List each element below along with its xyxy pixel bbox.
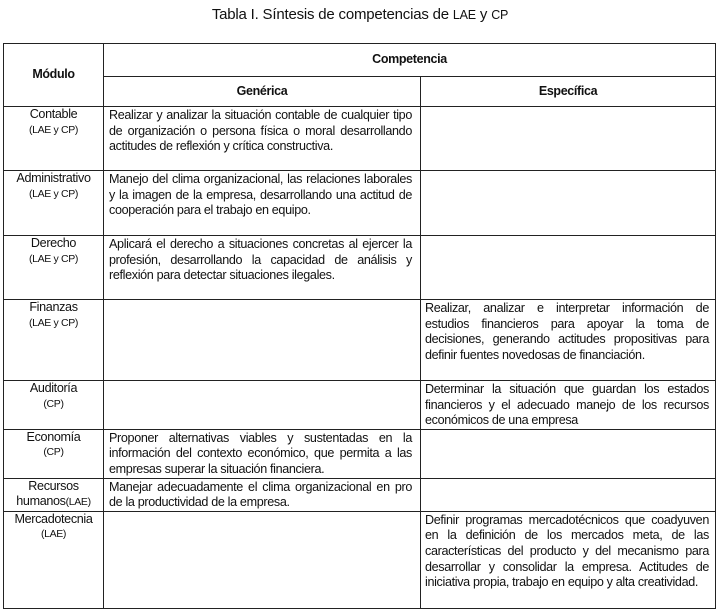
caption-abbr-lae: LAE: [452, 8, 476, 22]
module-tag: (LAE y CP): [28, 252, 78, 265]
specific-competency-cell: [421, 236, 716, 300]
generic-competency-cell: Proponer alternativas viables y sustentadas en la información del contexto económico, que permita a las empresas superar la situación financiera.: [104, 429, 421, 478]
module-cell: [4, 429, 104, 478]
module-name: Mercadotecnia: [14, 511, 93, 526]
module-name: Recursos humanos: [16, 478, 79, 509]
module-name: Derecho: [30, 236, 77, 250]
module-cell: [4, 478, 104, 511]
specific-competency-cell: [421, 171, 716, 236]
module-cell: [4, 107, 104, 171]
caption-text: Tabla I. Síntesis de competencias de: [211, 6, 449, 23]
table-caption: [0, 6, 720, 23]
header-especifica: Específica: [421, 77, 716, 107]
specific-competency-cell: Realizar, analizar e interpretar información de estudios financieros para apoyar la toma de decisiones, generando actitudes propositivas para definir fuentes novedosas de financiación.: [421, 300, 716, 381]
specific-competency-cell: Determinar la situación que guardan los estados financieros y el adecuado manejo de los recursos económicos de una empresa: [421, 381, 716, 430]
specific-competency-cell: [421, 478, 716, 511]
generic-competency-cell: Manejo del clima organizacional, las relaciones laborales y la imagen de la empresa, desarrollando una actitud de cooperación para el trabajo en equipo.: [104, 171, 421, 236]
table-row: [4, 429, 716, 478]
specific-competency-cell: [421, 429, 716, 478]
module-name: Administrativo: [16, 171, 91, 185]
module-cell: [4, 381, 104, 430]
module-name: Economía: [26, 429, 81, 444]
specific-competency-cell: Definir programas mercadotécnicos que coadyuven en la definición de los mercados meta, de las características del producto y del mecanismo para desarrollar y consolidar la empresa. Actitudes de iniciativa propia, trabajo en equipo y alta creatividad.: [421, 511, 716, 608]
module-tag: (CP): [43, 397, 64, 410]
module-cell: [4, 171, 104, 236]
module-name: Auditoría: [29, 381, 78, 395]
table-row: [4, 478, 716, 511]
table-row: [4, 381, 716, 430]
module-tag: (LAE): [65, 496, 91, 509]
caption-abbr-cp: CP: [491, 8, 509, 22]
module-tag: (LAE y CP): [28, 123, 78, 136]
specific-competency-cell: [421, 107, 716, 171]
header-generica: Genérica: [104, 77, 421, 107]
header-modulo: Módulo: [4, 44, 104, 107]
module-cell: [4, 236, 104, 300]
module-cell: [4, 511, 104, 608]
module-tag: (LAE y CP): [28, 187, 78, 200]
module-name: Finanzas: [29, 300, 78, 314]
generic-competency-cell: Realizar y analizar la situación contable de cualquier tipo de organización o persona física o moral desarrollando actitudes de reflexión y crítica constructiva.: [104, 107, 421, 171]
generic-competency-cell: Aplicará el derecho a situaciones concretas al ejercer la profesión, desarrollando la capacidad de análisis y reflexión para detectar situaciones ilegales.: [104, 236, 421, 300]
caption-conj: y: [479, 6, 488, 23]
generic-competency-cell: [104, 381, 421, 430]
module-tag: (LAE y CP): [28, 316, 78, 329]
generic-competency-cell: [104, 511, 421, 608]
table-row: [4, 236, 716, 300]
table-row: [4, 107, 716, 171]
module-tag: (CP): [43, 446, 64, 459]
table-row: [4, 171, 716, 236]
header-competencia: Competencia: [104, 44, 716, 77]
module-name: Contable: [29, 107, 78, 121]
table-row: [4, 300, 716, 381]
generic-competency-cell: [104, 300, 421, 381]
module-cell: [4, 300, 104, 381]
generic-competency-cell: Manejar adecuadamente el clima organizacional en pro de la productividad de la empresa.: [104, 478, 421, 511]
module-tag: (LAE): [40, 528, 67, 541]
competencies-table: [3, 43, 716, 609]
table-row: [4, 511, 716, 608]
